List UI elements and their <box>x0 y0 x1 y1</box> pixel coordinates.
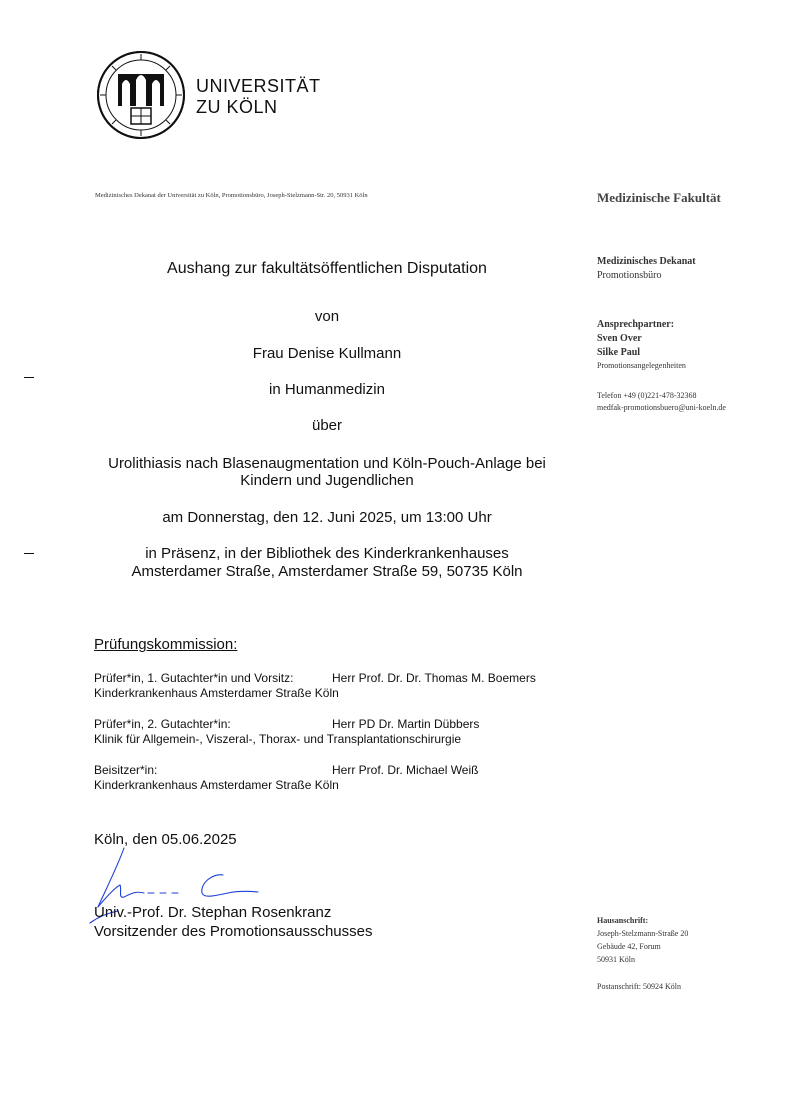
office-name: Promotionsbüro <box>597 270 662 281</box>
field-of-study: in Humanmedizin <box>269 381 385 398</box>
postal-address: Postanschrift: 50924 Köln <box>597 982 681 991</box>
department-name: Medizinisches Dekanat <box>597 256 696 267</box>
address-label: Hausanschrift: <box>597 916 649 925</box>
committee-heading: Prüfungskommission: <box>94 636 238 653</box>
university-seal-icon <box>96 50 186 140</box>
university-logo <box>96 50 186 140</box>
notice-title: Aushang zur fakultätsöffentlichen Disputation <box>167 260 487 277</box>
department-block <box>597 255 696 283</box>
sender-line: Medizinisches Dekanat der Universität zu Köln, Promotionsbüro, Joseph-Stelzmann-Str. 20, 50931 Köln <box>95 192 368 199</box>
contact-person-1: Sven Over <box>597 333 642 344</box>
location-line-2: Amsterdamer Straße, Amsterdamer Straße 59, 50735 Köln <box>131 563 523 580</box>
logo-line-1: UNIVERSITÄT <box>196 76 321 96</box>
phone-number: Telefon +49 (0)221-478-32368 <box>597 391 697 400</box>
signer-name: Univ.-Prof. Dr. Stephan Rosenkranz <box>94 904 332 921</box>
contact-person-2: Silke Paul <box>597 347 641 358</box>
member-affiliation: Kinderkrankenhaus Amsterdamer Straße Köln <box>94 778 339 792</box>
member-name: Herr Prof. Dr. Dr. Thomas M. Boemers <box>332 671 536 685</box>
phone-email-block <box>597 390 726 414</box>
committee-member <box>94 671 574 701</box>
thesis-topic-line-1: Urolithiasis nach Blasenaugmentation und Köln-Pouch-Anlage bei <box>108 455 546 472</box>
contact-block <box>597 318 686 372</box>
address-line-1: Joseph-Stelzmann-Straße 20 <box>597 929 689 938</box>
email-link[interactable]: medfak-promotionsbuero@uni-koeln.de <box>597 403 726 412</box>
signer-role: Vorsitzender des Promotionsausschusses <box>94 923 373 940</box>
place-and-date: Köln, den 05.06.2025 <box>94 831 237 848</box>
committee-member <box>94 717 574 747</box>
contact-role: Promotionsangelegenheiten <box>597 361 686 370</box>
address-line-2: Gebäude 42, Forum <box>597 942 661 951</box>
member-affiliation: Klinik für Allgemein-, Viszeral-, Thorax- und Transplantationschirurgie <box>94 732 462 746</box>
address-line-3: 50931 Köln <box>597 955 635 964</box>
contact-label: Ansprechpartner: <box>597 319 675 330</box>
logo-wordmark <box>196 76 321 118</box>
faculty-name: Medizinische Fakultät <box>597 190 721 205</box>
member-role: Beisitzer*in: <box>94 763 158 777</box>
logo-line-2: ZU KÖLN <box>196 97 278 117</box>
member-role: Prüfer*in, 1. Gutachter*in und Vorsitz: <box>94 671 294 685</box>
candidate-name: Frau Denise Kullmann <box>252 345 402 362</box>
signer-block <box>94 903 372 941</box>
disputation-date: am Donnerstag, den 12. Juni 2025, um 13:00 Uhr <box>162 509 492 526</box>
address-block <box>597 914 688 993</box>
notice-von: von <box>314 308 340 325</box>
committee-member <box>94 763 574 793</box>
member-role: Prüfer*in, 2. Gutachter*in: <box>94 717 231 731</box>
member-name: Herr PD Dr. Martin Dübbers <box>332 717 480 731</box>
fold-mark-top <box>24 377 34 378</box>
member-name: Herr Prof. Dr. Michael Weiß <box>332 763 479 777</box>
notice-ueber: über <box>311 417 343 434</box>
location-line-1: in Präsenz, in der Bibliothek des Kinderkrankenhauses <box>145 545 509 562</box>
fold-mark-bottom <box>24 553 34 554</box>
thesis-topic-line-2: Kindern und Jugendlichen <box>240 472 414 489</box>
member-affiliation: Kinderkrankenhaus Amsterdamer Straße Köln <box>94 686 339 700</box>
